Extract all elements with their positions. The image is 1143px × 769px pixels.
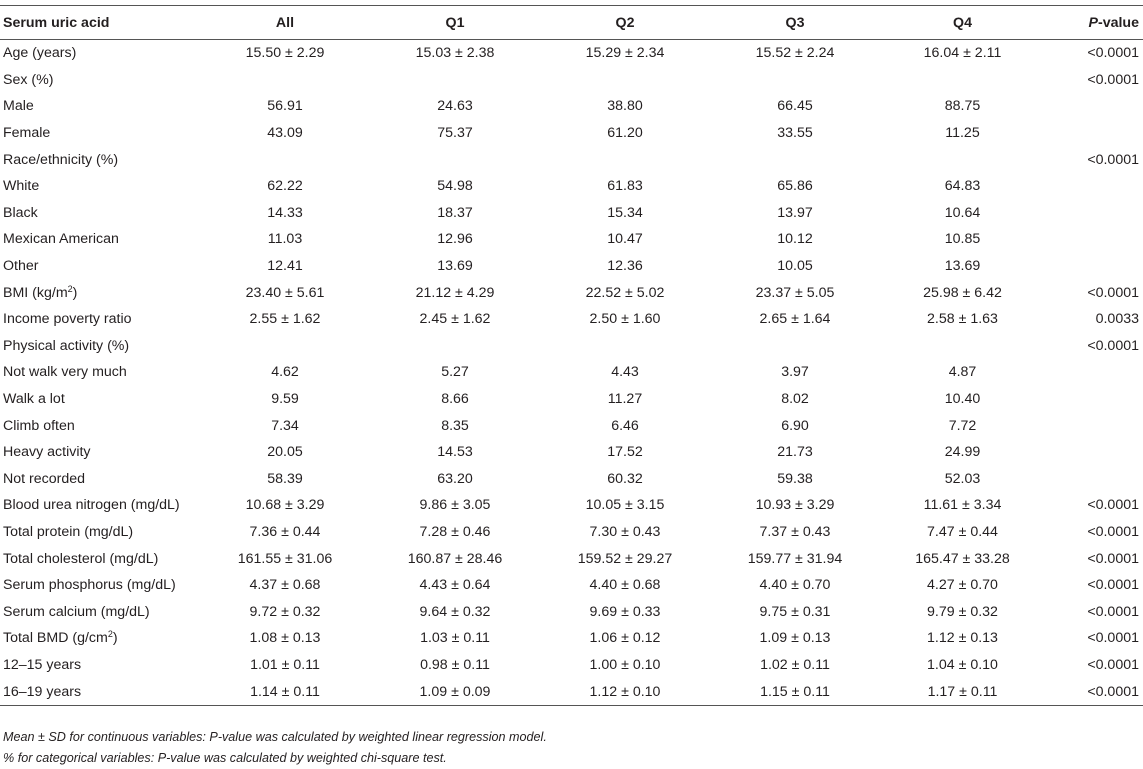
cell-p-value [1045, 93, 1143, 120]
cell-q1: 21.12 ± 4.29 [415, 284, 495, 301]
table-row [0, 439, 1143, 466]
table-row [0, 386, 1143, 413]
cell-q2: 22.52 ± 5.02 [585, 284, 665, 301]
cell-all: 9.59 [271, 391, 299, 408]
cell-all: 161.55 ± 31.06 [237, 550, 333, 567]
cell-q4: 10.85 [944, 231, 981, 248]
cell-q3: 33.55 [777, 125, 813, 142]
footnote-continuous: Mean ± SD for continuous variables: P-value was calculated by weighted linear regression model. [3, 730, 547, 744]
cell-q1 [370, 333, 540, 360]
table-row [0, 412, 1143, 439]
cell-q4: 25.98 ± 6.42 [923, 284, 1002, 301]
cell-q4: 16.04 ± 2.11 [923, 45, 1002, 62]
cell-p-value: <0.0001 [1087, 630, 1139, 647]
row-label: Serum calcium (mg/dL) [3, 603, 150, 620]
row-label: Race/ethnicity (%) [3, 151, 119, 168]
cell-q3: 7.37 ± 0.43 [759, 523, 831, 540]
cell-q3 [710, 146, 880, 173]
cell-q4: 2.58 ± 1.63 [927, 311, 998, 328]
cell-q3: 21.73 [777, 444, 813, 461]
cell-q1: 9.64 ± 0.32 [419, 603, 491, 620]
cell-q3: 9.75 ± 0.31 [759, 603, 831, 620]
table-row [0, 466, 1143, 493]
row-label: 16–19 years [0, 678, 200, 705]
header-label: Serum uric acid [0, 6, 200, 40]
cell-q4: 1.04 ± 0.10 [927, 656, 998, 673]
cell-p-value: <0.0001 [1087, 497, 1139, 514]
table-row [0, 598, 1143, 625]
row-label: Serum phosphorus (mg/dL) [3, 577, 176, 594]
header-row [0, 6, 1143, 40]
cell-all: 4.37 ± 0.68 [249, 577, 321, 594]
table-row [0, 519, 1143, 546]
cell-all: 20.05 [267, 444, 303, 461]
cell-q1: 1.09 ± 0.09 [370, 678, 540, 705]
cell-q4: 13.69 [944, 258, 981, 275]
cell-q4: 1.12 ± 0.13 [927, 630, 998, 647]
cell-q2: 15.29 ± 2.34 [585, 45, 665, 62]
cell-p-value [1045, 412, 1143, 439]
row-label: White [3, 178, 40, 195]
cell-q1: 13.69 [437, 258, 473, 275]
row-label: Blood urea nitrogen (mg/dL) [3, 497, 180, 514]
cell-q3: 1.15 ± 0.11 [710, 678, 880, 705]
cell-all: 7.34 [271, 417, 299, 434]
cell-q1: 12.96 [437, 231, 473, 248]
cell-q1: 7.28 ± 0.46 [419, 523, 491, 540]
cell-q1: 8.35 [441, 417, 469, 434]
cell-q1 [370, 67, 540, 94]
table-row [0, 333, 1143, 360]
cell-all: 10.68 ± 3.29 [245, 497, 325, 514]
row-label: Total cholesterol (mg/dL) [3, 550, 159, 567]
cell-q4: 4.87 [948, 364, 977, 381]
cell-all: 15.50 ± 2.29 [245, 45, 325, 62]
table-row [0, 492, 1143, 519]
cell-p-value: <0.0001 [1087, 151, 1139, 168]
cell-q1: 15.03 ± 2.38 [415, 45, 495, 62]
cell-all: 1.01 ± 0.11 [250, 656, 320, 673]
cell-q4: 9.79 ± 0.32 [927, 603, 998, 620]
row-label: Total protein (mg/dL) [3, 523, 134, 540]
cell-q4: 165.47 ± 33.28 [915, 550, 1010, 567]
cell-q2 [540, 146, 710, 173]
cell-p-value: <0.0001 [1087, 337, 1139, 354]
cell-all: 1.14 ± 0.11 [200, 678, 370, 705]
cell-q2 [540, 67, 710, 94]
cell-all: 11.03 [267, 231, 303, 248]
table-body [0, 40, 1143, 706]
table-row [0, 226, 1143, 253]
cell-q4: 11.25 [945, 125, 980, 142]
row-label: Other [3, 258, 39, 275]
header-all: All [200, 6, 370, 40]
header-q1: Q1 [370, 6, 540, 40]
row-label: BMI $(kg/m^2)$ [3, 283, 78, 301]
cell-q3 [710, 67, 880, 94]
cell-all: 23.40 ± 5.61 [245, 284, 325, 301]
cell-p-value: <0.0001 [1087, 577, 1139, 594]
row-label: Total BMD $(g/cm^2)$ [3, 629, 118, 647]
cell-q2: 17.52 [607, 444, 643, 461]
table-row [0, 279, 1143, 306]
cell-q1: 24.63 [437, 98, 473, 115]
cell-q1: 0.98 ± 0.11 [420, 656, 490, 673]
cell-q3: 10.05 [777, 258, 813, 275]
cell-q4: 7.47 ± 0.44 [927, 523, 998, 540]
cell-q2: 15.34 [607, 204, 643, 221]
footnote-categorical: % for categorical variables: P-value was calculated by weighted chi-square test. [3, 751, 447, 765]
table-row [0, 173, 1143, 200]
row-label: Not walk very much [3, 364, 127, 381]
row-label: Physical activity (%) [3, 337, 130, 354]
cell-q2: 1.12 ± 0.10 [540, 678, 710, 705]
cell-p-value [1045, 173, 1143, 200]
row-label: Not recorded [3, 470, 86, 487]
cell-q1: 54.98 [437, 178, 473, 195]
table-row [0, 40, 1143, 67]
cell-q4: 10.64 [944, 204, 981, 221]
cell-p-value [1045, 359, 1143, 386]
cell-q2: 61.20 [607, 125, 643, 142]
cell-q3: 13.97 [777, 204, 813, 221]
cell-q2: 4.40 ± 0.68 [589, 577, 661, 594]
table-row [0, 678, 1143, 705]
cell-q2: 6.46 [611, 417, 639, 434]
cell-q1: 75.37 [437, 125, 473, 142]
cell-q2: 10.47 [607, 231, 643, 248]
cell-q4 [880, 146, 1045, 173]
cell-all: 2.55 ± 1.62 [249, 311, 321, 328]
cell-q4: 7.72 [948, 417, 977, 434]
header-q2: Q2 [540, 6, 710, 40]
table-row [0, 93, 1143, 120]
cell-all [200, 333, 370, 360]
characteristics-table [0, 5, 1143, 706]
cell-q1 [370, 146, 540, 173]
cell-q2: 12.36 [607, 258, 643, 275]
cell-q4 [880, 333, 1045, 360]
cell-q1: 9.86 ± 3.05 [419, 497, 491, 514]
row-label: Sex (%) [3, 71, 54, 88]
cell-p-value: <0.0001 [1087, 656, 1139, 673]
cell-q2: 11.27 [607, 391, 643, 408]
cell-q3: 23.37 ± 5.05 [755, 284, 835, 301]
cell-q3: 66.45 [777, 98, 813, 115]
cell-q3: 6.90 [781, 417, 809, 434]
cell-q2: 1.00 ± 0.10 [589, 656, 661, 673]
cell-q4: 24.99 [944, 444, 981, 461]
cell-q2 [540, 333, 710, 360]
row-label: Female [3, 125, 51, 142]
cell-q2: 38.80 [607, 98, 643, 115]
row-label: Climb often [3, 417, 75, 434]
cell-all: 9.72 ± 0.32 [249, 603, 321, 620]
cell-all: 56.91 [267, 98, 303, 115]
table-row [0, 253, 1143, 280]
table-row [0, 572, 1143, 599]
header-q4: Q4 [880, 6, 1045, 40]
table-row [0, 120, 1143, 147]
cell-q3: 2.65 ± 1.64 [759, 311, 831, 328]
cell-q1: 160.87 ± 28.46 [407, 550, 503, 567]
row-label: Heavy activity [3, 444, 91, 461]
table-row [0, 359, 1143, 386]
cell-q4: 88.75 [944, 98, 981, 115]
cell-p-value [1045, 120, 1143, 147]
cell-q2: 61.83 [607, 178, 643, 195]
cell-p-value [1045, 200, 1143, 227]
row-label: Male [3, 98, 34, 115]
cell-all: 43.09 [267, 125, 303, 142]
cell-q3: 10.12 [777, 231, 813, 248]
header-p-value: P-value [1045, 6, 1143, 40]
table-row [0, 306, 1143, 333]
cell-q3: 1.02 ± 0.11 [760, 656, 830, 673]
cell-p-value [1045, 386, 1143, 413]
cell-q2: 7.30 ± 0.43 [589, 523, 661, 540]
cell-p-value [1045, 226, 1143, 253]
cell-all: 14.33 [267, 204, 303, 221]
cell-q1: 5.27 [441, 364, 469, 381]
cell-q4: 10.40 [944, 391, 981, 408]
cell-q2: 60.32 [607, 470, 643, 487]
row-label: Walk a lot [3, 391, 65, 408]
cell-q2: 1.06 ± 0.12 [589, 630, 661, 647]
cell-q3: 8.02 [781, 391, 809, 408]
cell-q1: 18.37 [437, 204, 473, 221]
cell-p-value: <0.0001 [1087, 523, 1139, 540]
cell-p-value: <0.0001 [1087, 284, 1139, 301]
cell-q3: 65.86 [777, 178, 813, 195]
cell-q3: 15.52 ± 2.24 [755, 45, 835, 62]
cell-q3: 1.09 ± 0.13 [759, 630, 831, 647]
cell-p-value [1045, 253, 1143, 280]
cell-all: 12.41 [267, 258, 303, 275]
cell-p-value [1045, 466, 1143, 493]
cell-q4: 11.61 ± 3.34 [923, 497, 1002, 514]
table-row [0, 200, 1143, 227]
cell-q1: 2.45 ± 1.62 [419, 311, 491, 328]
cell-q3: 59.38 [777, 470, 813, 487]
row-label: Mexican American [3, 231, 119, 248]
cell-q2: 159.52 ± 29.27 [577, 550, 673, 567]
cell-p-value: <0.0001 [1087, 603, 1139, 620]
cell-all: 62.22 [267, 178, 303, 195]
cell-q3: 4.40 ± 0.70 [759, 577, 831, 594]
table-row [0, 146, 1143, 173]
cell-q4 [880, 67, 1045, 94]
row-label: 12–15 years [3, 656, 82, 673]
cell-p-value: <0.0001 [1087, 45, 1139, 62]
cell-q2: 10.05 ± 3.15 [585, 497, 665, 514]
cell-q3 [710, 333, 880, 360]
cell-q3: 10.93 ± 3.29 [755, 497, 835, 514]
cell-q3: 3.97 [781, 364, 809, 381]
cell-p-value: <0.0001 [1087, 71, 1139, 88]
cell-all: 7.36 ± 0.44 [249, 523, 321, 540]
cell-q3: 159.77 ± 31.94 [747, 550, 843, 567]
cell-q1: 8.66 [441, 391, 469, 408]
table-row [0, 545, 1143, 572]
table-row [0, 67, 1143, 94]
table-row [0, 625, 1143, 652]
row-label: Black [3, 204, 38, 221]
cell-q4: 4.27 ± 0.70 [927, 577, 998, 594]
cell-q2: 9.69 ± 0.33 [589, 603, 661, 620]
cell-q4: 1.17 ± 0.11 [880, 678, 1045, 705]
cell-q1: 1.03 ± 0.11 [420, 630, 490, 647]
cell-q4: 64.83 [944, 178, 981, 195]
cell-q2: 4.43 [611, 364, 639, 381]
cell-q1: 14.53 [437, 444, 473, 461]
cell-q2: 2.50 ± 1.60 [589, 311, 661, 328]
cell-q1: 4.43 ± 0.64 [419, 577, 491, 594]
row-label: Income poverty ratio [3, 311, 132, 328]
cell-p-value [1045, 439, 1143, 466]
cell-all: 4.62 [271, 364, 299, 381]
cell-q1: 63.20 [437, 470, 473, 487]
cell-p-value: <0.0001 [1045, 678, 1143, 705]
cell-q4: 52.03 [944, 470, 981, 487]
header-q3: Q3 [710, 6, 880, 40]
cell-all [200, 146, 370, 173]
table-row [0, 652, 1143, 679]
cell-all: 58.39 [267, 470, 303, 487]
row-label: Age (years) [3, 45, 77, 62]
cell-all [200, 67, 370, 94]
cell-all: 1.08 ± 0.13 [249, 630, 321, 647]
cell-p-value: 0.0033 [1095, 311, 1139, 328]
cell-p-value: <0.0001 [1087, 550, 1139, 567]
